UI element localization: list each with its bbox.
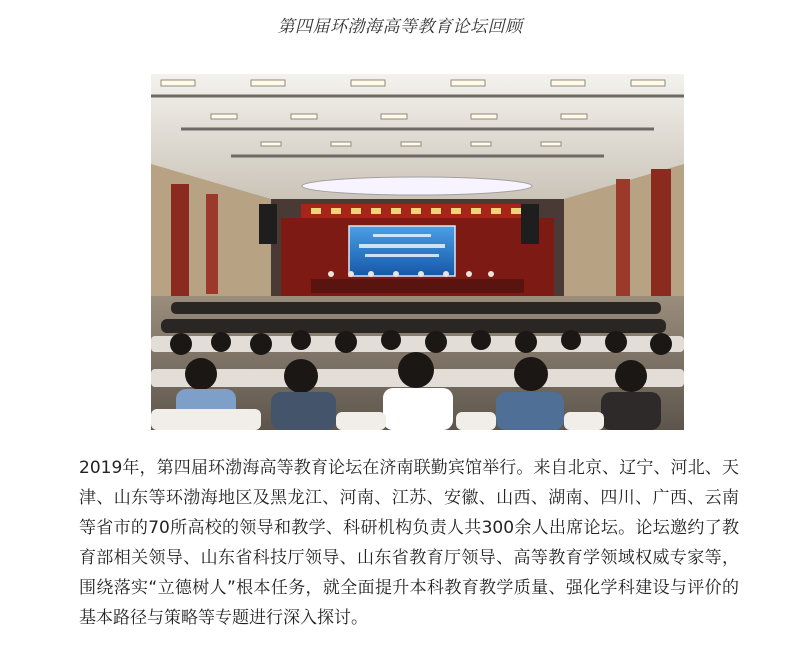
conference-photo [151, 74, 684, 430]
article-title: 第四届环渤海高等教育论坛回顾 [277, 17, 523, 37]
article-paragraph: 2019年，第四届环渤海高等教育论坛在济南联勤宾馆举行。来自北京、辽宁、河北、天津、山东等环渤海地区及黑龙江、河南、江苏、安徽、山西、湖南、四川、广西、云南等省市的70所高校的领导和教学、科研机构负责人共300余人出席论坛。论坛邀约了教育部相关领导、山东省科技厅领导、山东省教育厅领导、高等教育学领域权威专家等，围绕落实“立德树人”根本任务，就全面提升本科教育教学质量、强化学科建设与评价的基本路径与策略等专题进行深入探讨。 [79, 458, 739, 628]
